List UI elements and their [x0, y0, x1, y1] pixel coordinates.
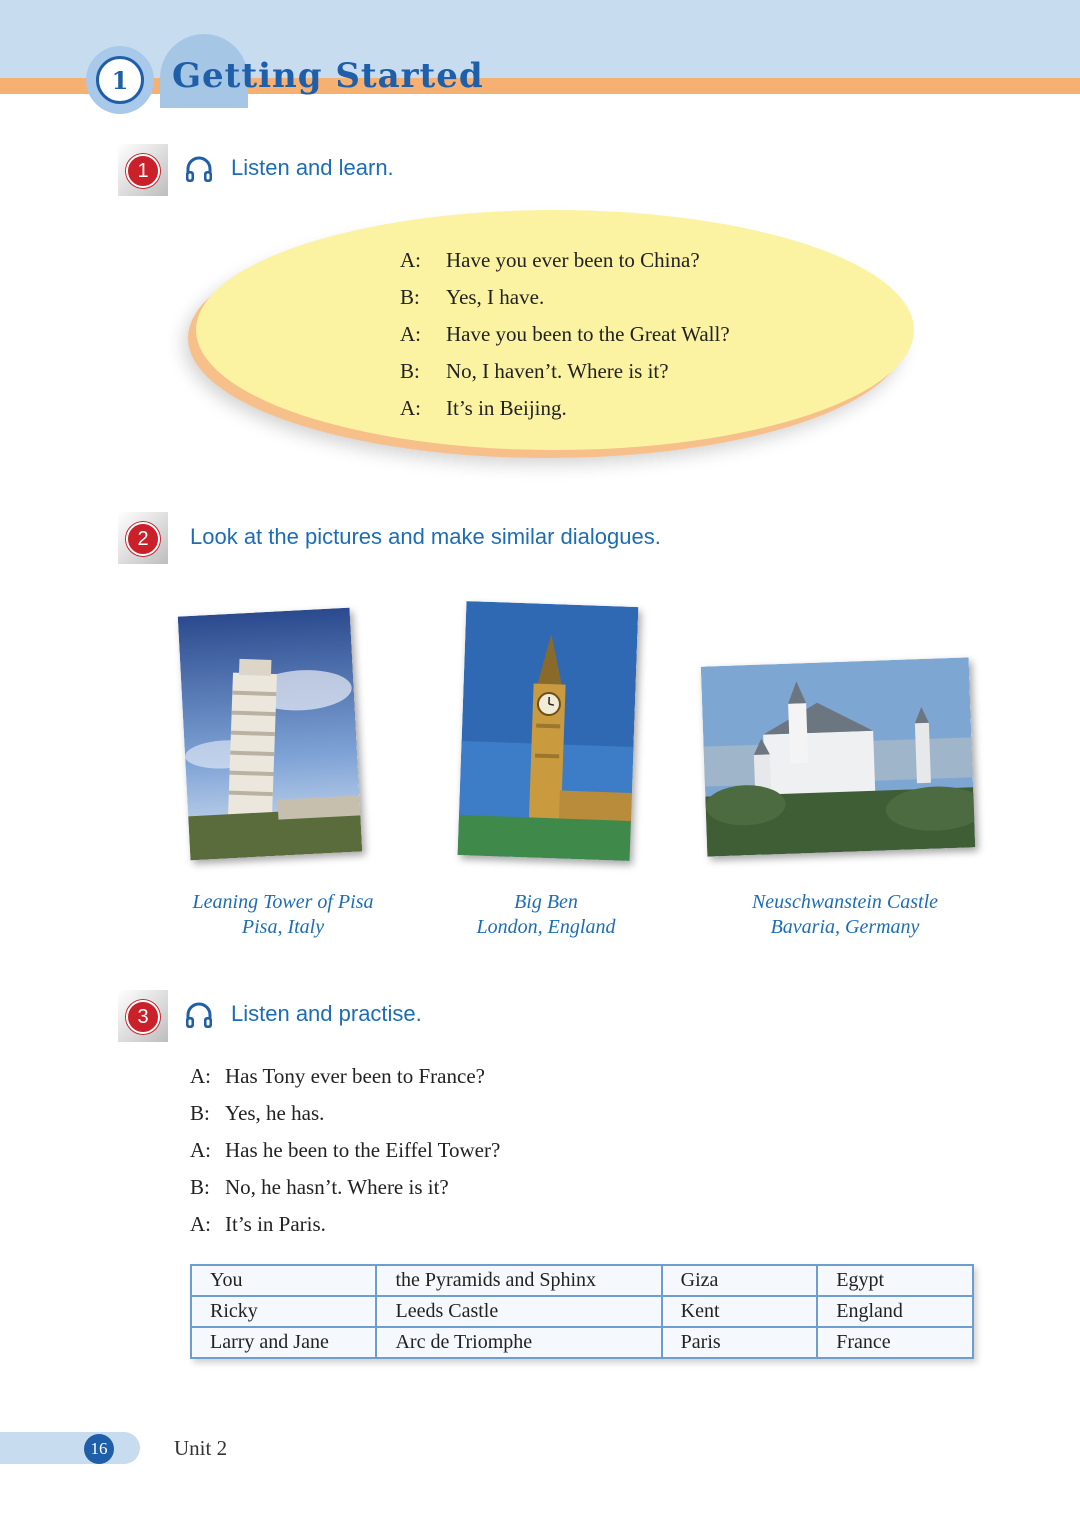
- table-cell: the Pyramids and Sphinx: [376, 1265, 661, 1296]
- activity-2-instruction: Look at the pictures and make similar dialogues.: [190, 524, 661, 549]
- dialogue-line: B: No, he hasn’t. Where is it?: [190, 1175, 449, 1199]
- caption-title: Neuschwanstein Castle: [751, 891, 939, 913]
- leaning-tower-photo: [178, 608, 363, 861]
- caption-place: Bavaria, Germany: [770, 916, 920, 938]
- table-row: [191, 1265, 973, 1296]
- table-cell: Giza: [662, 1265, 818, 1296]
- headphones-icon[interactable]: [183, 154, 215, 186]
- table-cell: Ricky: [191, 1296, 376, 1327]
- table-row: [191, 1296, 973, 1327]
- caption-place: London, England: [476, 916, 616, 938]
- dialogue-line: B: Yes, I have.: [400, 285, 545, 309]
- dialogue-line: B: No, I haven’t. Where is it?: [400, 359, 669, 383]
- substitution-table: [190, 1264, 974, 1359]
- dialogue-line: A: It’s in Paris.: [190, 1212, 326, 1236]
- table-cell: Arc de Triomphe: [376, 1327, 661, 1358]
- table-cell: You: [191, 1265, 376, 1296]
- activity-3-marker: [118, 990, 170, 1042]
- table-cell: Egypt: [817, 1265, 973, 1296]
- picture-caption-1: [172, 890, 394, 940]
- activity-1-marker: [118, 144, 170, 196]
- activity-1-dialogue: [400, 242, 730, 427]
- dialogue-line: A: Have you been to the Great Wall?: [400, 322, 730, 346]
- activity-2-number: 2: [126, 522, 160, 556]
- table-cell: England: [817, 1296, 973, 1327]
- activity-1-instruction: Listen and learn.: [231, 155, 394, 180]
- table-cell: Larry and Jane: [191, 1327, 376, 1358]
- neuschwanstein-photo: [701, 657, 975, 856]
- activity-3-dialogue: [190, 1058, 500, 1243]
- picture-caption-2: [450, 890, 642, 940]
- section-title: Getting Started: [172, 56, 484, 96]
- unit-label: Unit 2: [174, 1436, 228, 1460]
- footer-band: [0, 1432, 140, 1464]
- activity-2-marker: [118, 512, 170, 564]
- dialogue-line: A: Has he been to the Eiffel Tower?: [190, 1138, 501, 1162]
- table-cell: France: [817, 1327, 973, 1358]
- activity-3-number: 3: [126, 1000, 160, 1034]
- caption-title: Big Ben: [514, 891, 578, 913]
- big-ben-photo: [458, 601, 639, 861]
- table-cell: Leeds Castle: [376, 1296, 661, 1327]
- caption-title: Leaning Tower of Pisa: [192, 891, 374, 913]
- table-cell: Kent: [662, 1296, 818, 1327]
- dialogue-line: A: Have you ever been to China?: [400, 248, 700, 272]
- page-number: 16: [84, 1434, 114, 1464]
- dialogue-line: B: Yes, he has.: [190, 1101, 325, 1125]
- headphones-icon[interactable]: [183, 1000, 215, 1032]
- activity-3-instruction: Listen and practise.: [231, 1001, 422, 1026]
- section-number: 1: [96, 56, 144, 104]
- dialogue-line: A: It’s in Beijing.: [400, 396, 567, 420]
- table-cell: Paris: [662, 1327, 818, 1358]
- picture-caption-3: [714, 890, 976, 940]
- section-number-badge: [86, 46, 154, 114]
- dialogue-line: A: Has Tony ever been to France?: [190, 1064, 485, 1088]
- activity-1-number: 1: [126, 154, 160, 188]
- caption-place: Pisa, Italy: [241, 916, 325, 938]
- table-row: [191, 1327, 973, 1358]
